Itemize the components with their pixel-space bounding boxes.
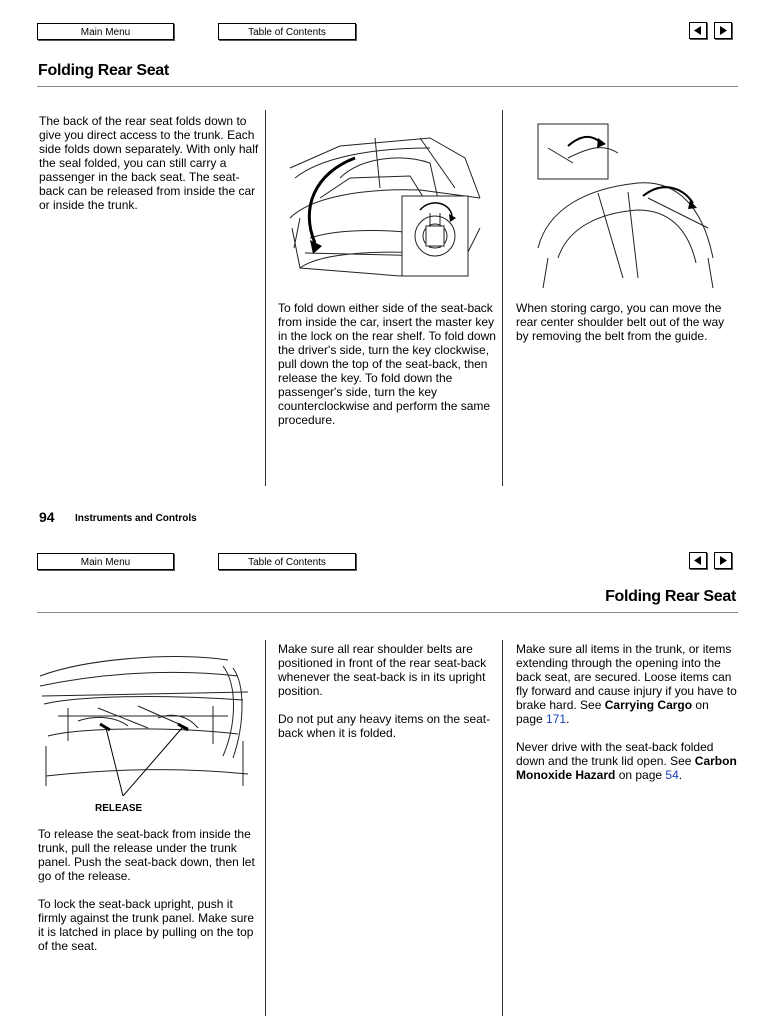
next-page-button[interactable] <box>714 552 732 569</box>
page-number: 94 <box>39 509 55 525</box>
intro-text: The back of the rear seat folds down to give you direct access to the trunk. Each side folds down separately. With only half the seal folded, you can still carry a passenger in the back seat. The seat-back can be released from inside the car or inside the trunk. <box>39 114 259 212</box>
trunk-release-text: To release the seat-back from inside the trunk, pull the release under the trunk panel. Push the seat-back down, then let go of the release. To lock the seat-back upright, push it firmly against the trunk panel. Make sure it is latched in place by pulling on the top of the seat. <box>38 827 255 953</box>
carrying-cargo-link[interactable]: Carrying Cargo <box>604 698 693 712</box>
cargo-safety-text: Make sure all items in the trunk, or items extending through the opening into the back seat, are secured. Loose items can fly forward and cause injury if you have to brake hard. See Carrying Cargo on page 171. Never drive with the seat-back folded down and the trunk lid open. See Carbon Monoxide Hazard on page 54. <box>516 642 737 782</box>
previous-page-button[interactable] <box>689 22 707 39</box>
title-divider <box>37 612 738 613</box>
previous-page-button[interactable] <box>689 552 707 569</box>
column-divider <box>502 110 503 486</box>
trunk-release-illustration <box>38 646 250 796</box>
column-divider <box>502 640 503 1016</box>
page-title: Folding Rear Seat <box>605 588 736 605</box>
previous-page-icon <box>690 553 706 568</box>
next-page-icon <box>715 553 731 568</box>
title-divider <box>37 86 738 87</box>
page-title: Folding Rear Seat <box>38 62 169 79</box>
shoulder-belt-warning-text: Make sure all rear shoulder belts are positioned in front of the rear seat-back whenever the seat-back is in its upright position. Do not put any heavy items on the seat-back when it is folded. <box>278 642 491 740</box>
table-of-contents-button[interactable]: Table of Contents <box>218 23 356 40</box>
table-of-contents-button[interactable]: Table of Contents <box>218 553 356 570</box>
previous-page-icon <box>690 23 706 38</box>
shoulder-belt-guide-illustration <box>528 118 718 293</box>
release-label: RELEASE <box>95 803 143 814</box>
column-divider <box>265 640 266 1016</box>
carbon-monoxide-hazard-link[interactable]: Carbon Monoxide Hazard <box>516 754 737 782</box>
shoulder-belt-text: When storing cargo, you can move the rear center shoulder belt out of the way by removing the belt from the guide. <box>516 301 725 343</box>
page-54-link[interactable]: 54 <box>665 768 679 782</box>
page-171-link[interactable]: 171 <box>546 712 567 726</box>
section-name: Instruments and Controls <box>75 513 197 524</box>
fold-instructions-text: To fold down either side of the seat-back from inside the car, insert the master key in the lock on the rear shelf. To fold down the driver's side, turn the key clockwise, pull down the top of the seat-back, then release the key. To fold down the passenger's side, turn the key counterclockwise and perform the same procedure. <box>278 301 496 427</box>
main-menu-button[interactable]: Main Menu <box>37 23 174 40</box>
next-page-button[interactable] <box>714 22 732 39</box>
main-menu-button[interactable]: Main Menu <box>37 553 174 570</box>
column-divider <box>265 110 266 486</box>
next-page-icon <box>715 23 731 38</box>
seat-fold-key-illustration <box>280 118 490 293</box>
